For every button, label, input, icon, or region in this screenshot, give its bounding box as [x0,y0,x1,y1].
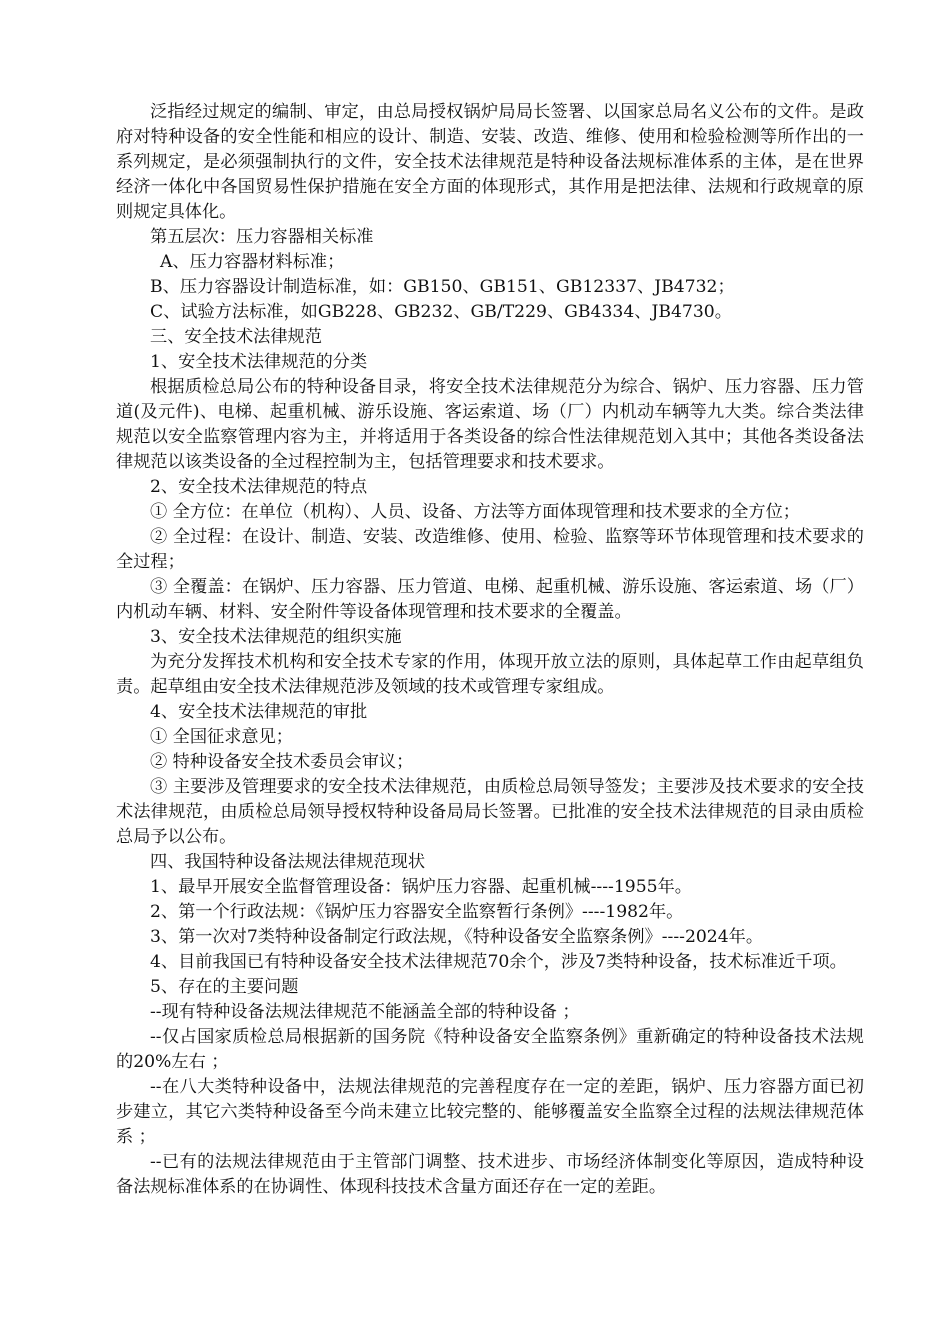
document-body [116,100,864,1200]
paragraph: 3、第一次对7类特种设备制定行政法规，《特种设备安全监察条例》----2024年。 [150,927,764,947]
paragraph: 第五层次：压力容器相关标准 [150,227,374,247]
paragraph: --在八大类特种设备中，法规法律规范的完善程度存在一定的差距，锅炉、压力容器方面已初步建立，其它六类特种设备至今尚未建立比较完整的、能够覆盖安全监察全过程的法规法律规范体系 ； [116,1077,864,1147]
paragraph: --仅占国家质检总局根据新的国务院《特种设备安全监察条例》重新确定的特种设备技术法规的20%左右 ； [116,1027,864,1072]
paragraph: 4、安全技术法律规范的审批 [150,702,368,722]
paragraph: 1、安全技术法律规范的分类 [150,352,368,372]
paragraph: ① 全方位：在单位（机构）、人员、设备、方法等方面体现管理和技术要求的全方位； [150,502,800,522]
paragraph: 四、我国特种设备法规法律规范现状 [150,852,426,872]
paragraph: 泛指经过规定的编制、审定，由总局授权锅炉局局长签署、以国家总局名义公布的文件。是政府对特种设备的安全性能和相应的设计、制造、安装、改造、维修、使用和检验检测等所作出的一系列规定，是必须强制执行的文件，安全技术法律规范是特种设备法规标准体系的主体，是在世界经济一体化中各国贸易性保护措施在安全方面的体现形式，其作用是把法律、法规和行政规章的原则规定具体化。 [116,102,864,222]
paragraph: 1、最早开展安全监督管理设备：锅炉压力容器、起重机械----1955年。 [150,877,692,897]
paragraph: --现有特种设备法规法律规范不能涵盖全部的特种设备 ； [150,1002,580,1022]
paragraph: ① 全国征求意见； [150,727,293,747]
paragraph: ② 特种设备安全技术委员会审议； [150,752,414,772]
paragraph: 2、安全技术法律规范的特点 [150,477,368,497]
paragraph: 根据质检总局公布的特种设备目录，将安全技术法律规范分为综合、锅炉、压力容器、压力管道(及元件)、电梯、起重机械、游乐设施、客运索道、场（厂）内机动车辆等九大类。综合类法律规范以安全监察管理内容为主，并将适用于各类设备的综合性法律规范划入其中；其他各类设备法律规范以该类设备的全过程控制为主，包括管理要求和技术要求。 [116,377,864,472]
paragraph: ③ 主要涉及管理要求的安全技术法律规范，由质检总局领导签发；主要涉及技术要求的安全技术法律规范，由质检总局领导授权特种设备局局长签署。已批准的安全技术法律规范的目录由质检总局予以公布。 [116,777,864,847]
paragraph: C、试验方法标准，如GB228、GB232、GB/T229、GB4334、JB4730。 [150,302,732,322]
paragraph: 3、安全技术法律规范的组织实施 [150,627,402,647]
paragraph: 4、目前我国已有特种设备安全技术法律规范70余个，涉及7类特种设备，技术标准近千项。 [150,952,847,972]
paragraph: 三、安全技术法律规范 [150,327,322,347]
paragraph: ③ 全覆盖：在锅炉、压力容器、压力管道、电梯、起重机械、游乐设施、客运索道、场（厂）内机动车辆、材料、安全附件等设备体现管理和技术要求的全覆盖。 [116,577,864,622]
paragraph: --已有的法规法律规范由于主管部门调整、技术进步、市场经济体制变化等原因，造成特种设备法规标准体系的在协调性、体现科技技术含量方面还存在一定的差距。 [116,1152,864,1197]
paragraph: A、压力容器材料标准； [160,252,345,272]
paragraph: 5、存在的主要问题 [150,977,299,997]
paragraph: B、压力容器设计制造标准，如：GB150、GB151、GB12337、JB4732； [150,277,735,297]
paragraph: ② 全过程：在设计、制造、安装、改造维修、使用、检验、监察等环节体现管理和技术要求的全过程； [116,527,864,572]
paragraph: 2、第一个行政法规：《锅炉压力容器安全监察暂行条例》----1982年。 [150,902,684,922]
paragraph: 为充分发挥技术机构和安全技术专家的作用，体现开放立法的原则，具体起草工作由起草组负责。起草组由安全技术法律规范涉及领域的技术或管理专家组成。 [116,652,864,697]
